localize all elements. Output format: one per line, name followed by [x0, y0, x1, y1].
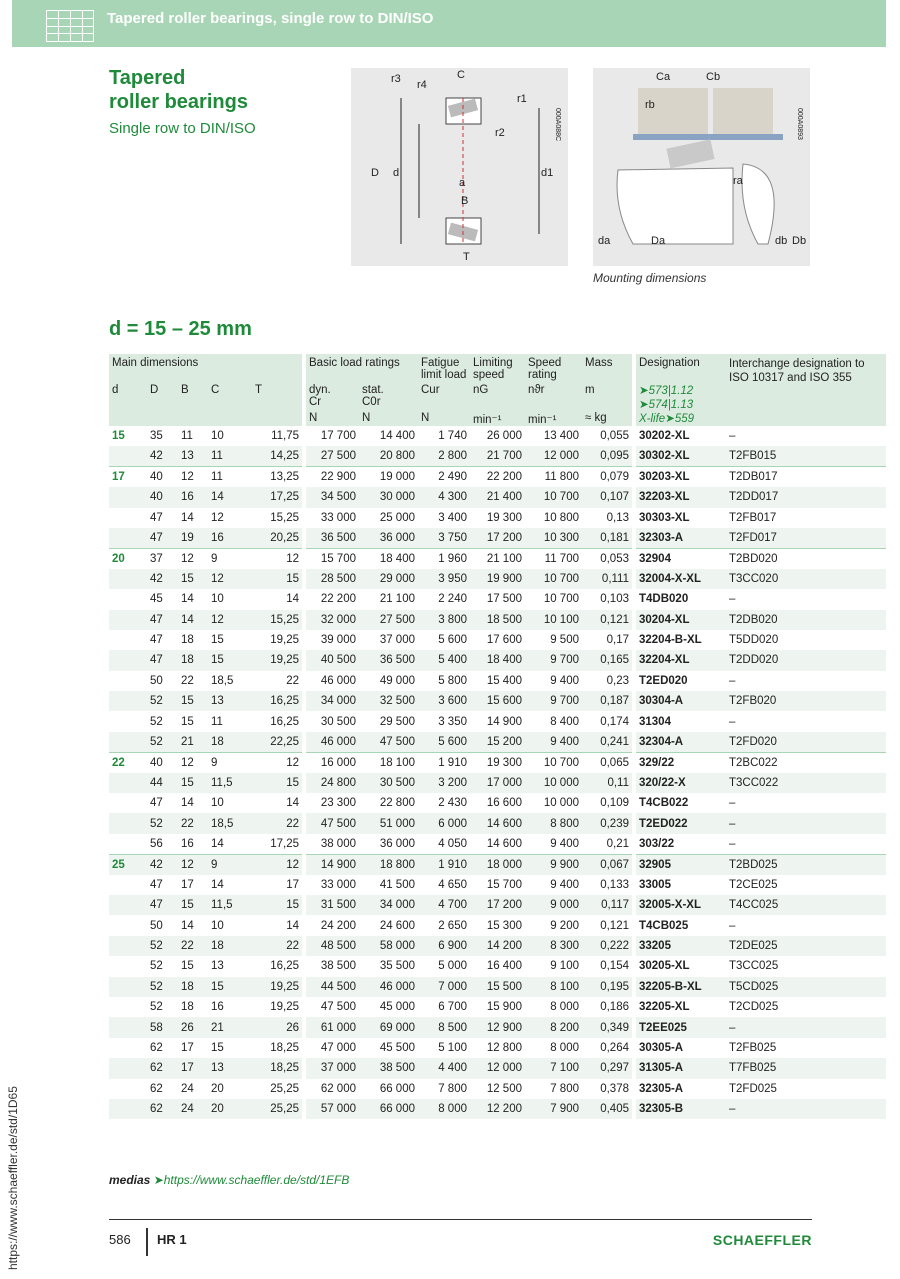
table-row: 58 26 21 26 61 000 69 000 8 500 12 900 8 200 0,349 T2EE025 –: [109, 1017, 886, 1037]
table-row: 56 16 14 17,25 38 000 36 000 4 050 14 600 9 400 0,21 303/22 –: [109, 834, 886, 854]
svg-text:B: B: [461, 195, 469, 207]
table-row: 52 15 13 16,25 38 500 35 500 5 000 16 400 9 100 0,154 30205-XL T3CC025: [109, 956, 886, 976]
table-header-row: Main dimensions Basic load ratings Fatigue limit load Limiting speed Speed rating Mass Designation Interchange designation to ISO 10317 and ISO 355: [109, 354, 886, 381]
table-row: 50 14 10 14 24 200 24 600 2 650 15 300 9 200 0,121 T4CB025 –: [109, 915, 886, 935]
svg-text:Ca: Ca: [656, 71, 671, 83]
table-unit-row: N N N min⁻¹ min⁻¹ ≈ kg: [109, 409, 886, 426]
table-row: 22 40 12 9 12 16 000 18 100 1 910 19 300 10 700 0,065 329/22 T2BC022: [109, 752, 886, 772]
size-range: d = 15 – 25 mm: [109, 318, 252, 340]
svg-text:Da: Da: [651, 235, 666, 247]
table-row: 47 18 15 19,25 39 000 37 000 5 600 17 600 9 500 0,17 32204-B-XL T5DD020: [109, 630, 886, 650]
section-title: Tapered roller bearings: [109, 67, 248, 113]
svg-text:000A0893: 000A0893: [796, 108, 803, 140]
brand-logo: SCHAEFFLER: [712, 1232, 812, 1248]
svg-text:C: C: [457, 69, 465, 81]
table-row: 47 14 12 15,25 33 000 25 000 3 400 19 300 10 800 0,13 30303-XL T2FB017: [109, 508, 886, 528]
mounting-dimensions-figure: [593, 68, 810, 266]
table-row: 62 24 20 25,25 57 000 66 000 8 000 12 200 7 900 0,405 32305-B –: [109, 1099, 886, 1119]
table-row: 47 19 16 20,25 36 500 36 000 3 750 17 200 10 300 0,181 32303-A T2FD017: [109, 528, 886, 548]
svg-text:Db: Db: [792, 235, 807, 247]
svg-text:da: da: [598, 235, 611, 247]
document-code: HR 1: [157, 1232, 187, 1247]
svg-text:rb: rb: [645, 99, 655, 111]
table-row: 45 14 10 14 22 200 21 100 2 240 17 500 10 700 0,103 T4DB020 –: [109, 589, 886, 609]
svg-text:r1: r1: [517, 93, 527, 105]
table-row: 42 13 11 14,25 27 500 20 800 2 800 21 700 12 000 0,095 30302-XL T2FB015: [109, 446, 886, 466]
table-grid-icon: [46, 10, 94, 42]
table-row: 47 15 11,5 15 31 500 34 000 4 700 17 200 9 000 0,117 32005-X-XL T4CC025: [109, 895, 886, 915]
figure-caption: Mounting dimensions: [593, 271, 707, 285]
bearing-table: [109, 354, 886, 1119]
svg-text:000A088C: 000A088C: [554, 108, 561, 142]
table-symbol-row: d D B C T dyn. Cr stat. C0r Cur nG nϑr m ➤573|1.12 ➤574|1.13 X-life➤559: [109, 381, 886, 409]
table-row: 50 22 18,5 22 46 000 49 000 5 800 15 400 9 400 0,23 T2ED020 –: [109, 671, 886, 691]
table-row: 47 17 14 17 33 000 41 500 4 650 15 700 9 400 0,133 33005 T2CE025: [109, 875, 886, 895]
table-row: 52 15 11 16,25 30 500 29 500 3 350 14 900 8 400 0,174 31304 –: [109, 711, 886, 731]
table-row: 52 22 18 22 48 500 58 000 6 900 14 200 8 300 0,222 33205 T2DE025: [109, 936, 886, 956]
table-row: 40 16 14 17,25 34 500 30 000 4 300 21 400 10 700 0,107 32203-XL T2DD017: [109, 487, 886, 507]
table-row: 52 21 18 22,25 46 000 47 500 5 600 15 200 9 400 0,241 32304-A T2FD020: [109, 732, 886, 752]
table-row: 52 18 15 19,25 44 500 46 000 7 000 15 500 8 100 0,195 32205-B-XL T5CD025: [109, 977, 886, 997]
svg-text:D: D: [371, 167, 379, 179]
svg-text:ra: ra: [733, 175, 743, 187]
table-row: 47 14 12 15,25 32 000 27 500 3 800 18 500 10 100 0,121 30204-XL T2DB020: [109, 610, 886, 630]
table-row: 17 40 12 11 13,25 22 900 19 000 2 490 22 200 11 800 0,079 30203-XL T2DB017: [109, 467, 886, 487]
svg-text:Cb: Cb: [706, 71, 721, 83]
footer-separator: [146, 1228, 148, 1256]
table-row: 15 35 11 10 11,75 17 700 14 400 1 740 26 000 13 400 0,055 30202-XL –: [109, 426, 886, 446]
table-row: 52 18 16 19,25 47 500 45 000 6 700 15 900 8 000 0,186 32205-XL T2CD025: [109, 997, 886, 1017]
table-row: 52 15 13 16,25 34 000 32 500 3 600 15 600 9 700 0,187 30304-A T2FB020: [109, 691, 886, 711]
table-row: 47 14 10 14 23 300 22 800 2 430 16 600 10 000 0,109 T4CB022 –: [109, 793, 886, 813]
svg-text:T: T: [463, 251, 470, 263]
table-row: 62 17 15 18,25 47 000 45 500 5 100 12 800 8 000 0,264 30305-A T2FB025: [109, 1038, 886, 1058]
header-bar: [12, 0, 886, 47]
table-row: 47 18 15 19,25 40 500 36 500 5 400 18 400 9 700 0,165 32204-XL T2DD020: [109, 650, 886, 670]
svg-text:r3: r3: [391, 73, 401, 85]
table-row: 62 24 20 25,25 62 000 66 000 7 800 12 500 7 800 0,378 32305-A T2FD025: [109, 1079, 886, 1099]
svg-text:db: db: [775, 235, 788, 247]
table-row: 20 37 12 9 12 15 700 18 400 1 960 21 100 11 700 0,053 32904 T2BD020: [109, 548, 886, 568]
header-title: Tapered roller bearings, single row to DIN/ISO: [107, 10, 434, 27]
side-url: https://www.schaeffler.de/std/1D65: [6, 1086, 20, 1270]
page-number: 586: [109, 1232, 131, 1247]
bearing-dimensions-figure: [351, 68, 568, 266]
svg-text:r4: r4: [417, 79, 427, 91]
table-row: 25 42 12 9 12 14 900 18 800 1 910 18 000 9 900 0,067 32905 T2BD025: [109, 854, 886, 874]
table-row: 44 15 11,5 15 24 800 30 500 3 200 17 000 10 000 0,11 320/22-X T3CC022: [109, 773, 886, 793]
section-subtitle: Single row to DIN/ISO: [109, 120, 256, 137]
footer-divider: [109, 1219, 812, 1220]
svg-text:a: a: [459, 177, 466, 189]
table-row: 62 17 13 18,25 37 000 38 500 4 400 12 000 7 100 0,297 31305-A T7FB025: [109, 1058, 886, 1078]
table-row: 42 15 12 15 28 500 29 000 3 950 19 900 10 700 0,111 32004-X-XL T3CC020: [109, 569, 886, 589]
svg-text:d1: d1: [541, 167, 554, 179]
medias-link[interactable]: medias ➤https://www.schaeffler.de/std/1EFB: [109, 1173, 350, 1187]
table-row: 52 22 18,5 22 47 500 51 000 6 000 14 600 8 800 0,239 T2ED022 –: [109, 813, 886, 833]
svg-text:d: d: [393, 167, 400, 179]
svg-text:r2: r2: [495, 127, 505, 139]
